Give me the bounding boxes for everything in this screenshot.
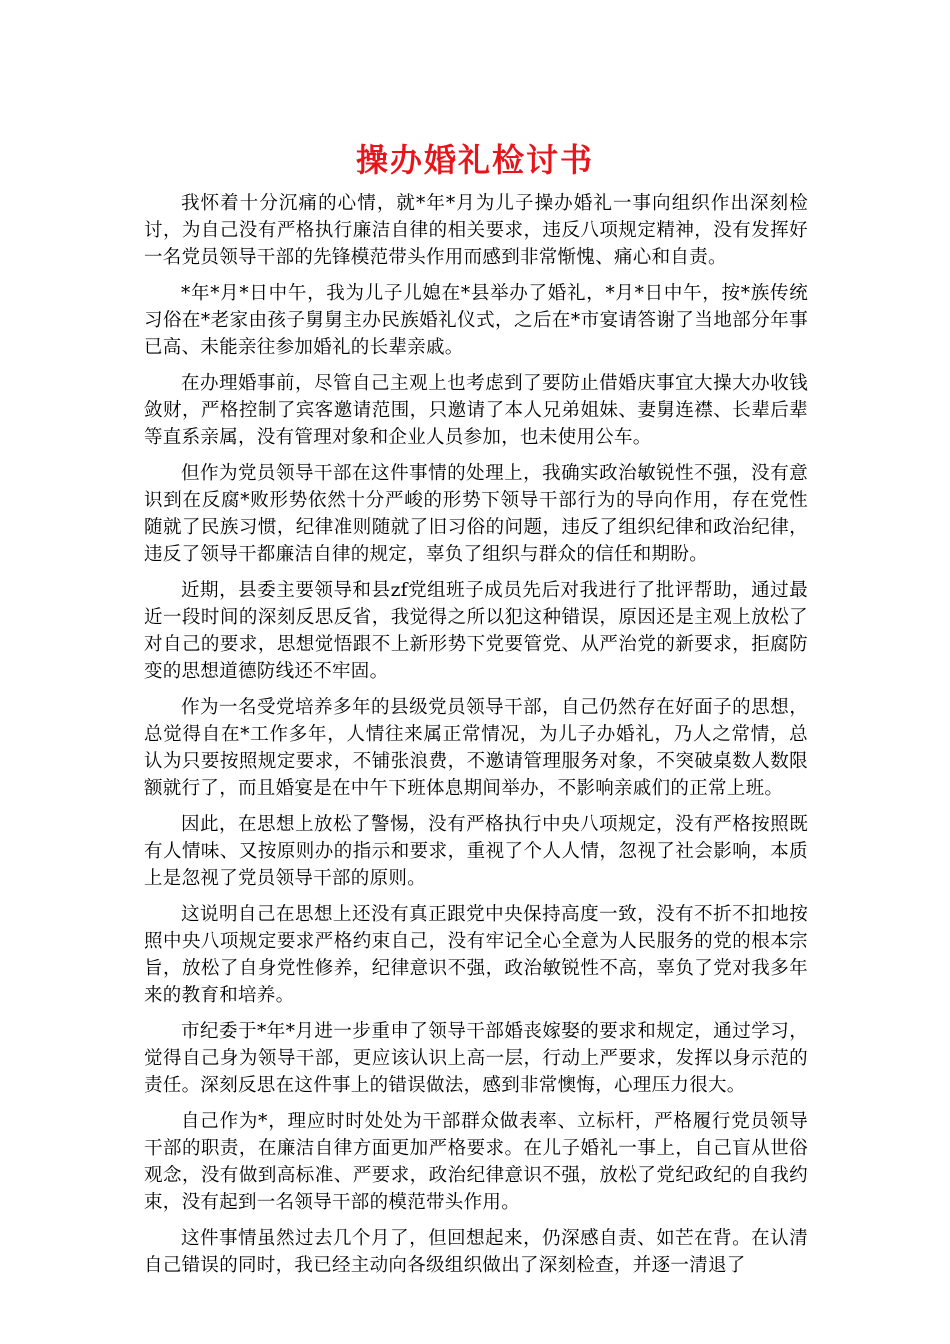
paragraph: 这说明自己在思想上还没有真正跟党中央保持高度一致，没有不折不扣地按照中央八项规定要求严格约束自己，没有牢记全心全意为人民服务的党的根本宗旨，放松了自身党性修养，纪律意识不强，政治敏锐性不高，辜负了党对我多年来的教育和培养。 xyxy=(144,904,808,1006)
paragraph: 这件事情虽然过去几个月了，但回想起来，仍深感自责、如芒在背。在认清自己错误的同时，我已经主动向各级组织做出了深刻检查，并逐一清退了 xyxy=(144,1228,808,1276)
paragraph: 我怀着十分沉痛的心情，就*年*月为儿子操办婚礼一事向组织作出深刻检讨，为自己没有严格执行廉洁自律的相关要求，违反八项规定精神，没有发挥好一名党员领导干部的先锋模范带头作用而感到非常惭愧、痛心和自责。 xyxy=(144,193,808,268)
paragraph: 市纪委于*年*月进一步重申了领导干部婚丧嫁娶的要求和规定，通过学习，觉得自己身为领导干部，更应该认识上高一层，行动上严要求，发挥以身示范的责任。深刻反思在这件事上的错误做法，感到非常懊悔，心理压力很大。 xyxy=(144,1021,808,1096)
paragraph: 但作为党员领导干部在这件事情的处理上，我确实政治敏锐性不强，没有意识到在反腐*败形势依然十分严峻的形势下领导干部行为的导向作用，存在党性随就了民族习惯，纪律准则随就了旧习俗的问题，违反了组织纪律和政治纪律，违反了领导干都廉洁自律的规定，辜负了组织与群众的信任和期盼。 xyxy=(144,463,808,565)
paragraph: 因此，在思想上放松了警惕，没有严格执行中央八项规定，没有严格按照既有人情味、又按原则办的指示和要求，重视了个人人情，忽视了社会影响，本质上是忽视了党员领导干部的原则。 xyxy=(144,814,808,889)
document-body xyxy=(144,190,808,1288)
paragraph: 近期，县委主要领导和县zf党组班子成员先后对我进行了批评帮助，通过最近一段时间的深刻反思反省，我觉得之所以犯这种错误，原因还是主观上放松了对自己的要求，思想觉悟跟不上新形势下党要管党、从严治党的新要求，拒腐防变的思想道德防线还不牢固。 xyxy=(144,580,808,682)
paragraph: 自己作为*，理应时时处处为干部群众做表率、立标杆，严格履行党员领导干部的职责，在廉洁自律方面更加严格要求。在儿子婚礼一事上，自己盲从世俗观念，没有做到高标准、严要求，政治纪律意识不强，放松了党纪政纪的自我约束，没有起到一名领导干部的模范带头作用。 xyxy=(144,1111,808,1213)
paragraph: *年*月*日中午，我为儿子儿媳在*县举办了婚礼，*月*日中午，按*族传统习俗在*老家由孩子舅舅主办民族婚礼仪式，之后在*市宴请答谢了当地部分年事已高、未能亲往参加婚礼的长辈亲戚。 xyxy=(144,283,808,358)
paragraph: 作为一名受党培养多年的县级党员领导干部，自己仍然存在好面子的思想，总觉得自在*工作多年，人情往来属正常情况，为儿子办婚礼，乃人之常情，总认为只要按照规定要求，不铺张浪费，不邀请管理服务对象，不突破桌数人数限额就行了，而且婚宴是在中午下班体息期间举办，不影响亲戚们的正常上班。 xyxy=(144,697,808,799)
paragraph: 在办理婚事前，尽管自己主观上也考虑到了要防止借婚庆事宜大操大办收钱敛财，严格控制了宾客邀请范围，只邀请了本人兄弟姐妹、妻舅连襟、长辈后辈等直系亲属，没有管理对象和企业人员参加，也未使用公车。 xyxy=(144,373,808,448)
document-title: 操办婚礼检讨书 xyxy=(355,141,594,179)
